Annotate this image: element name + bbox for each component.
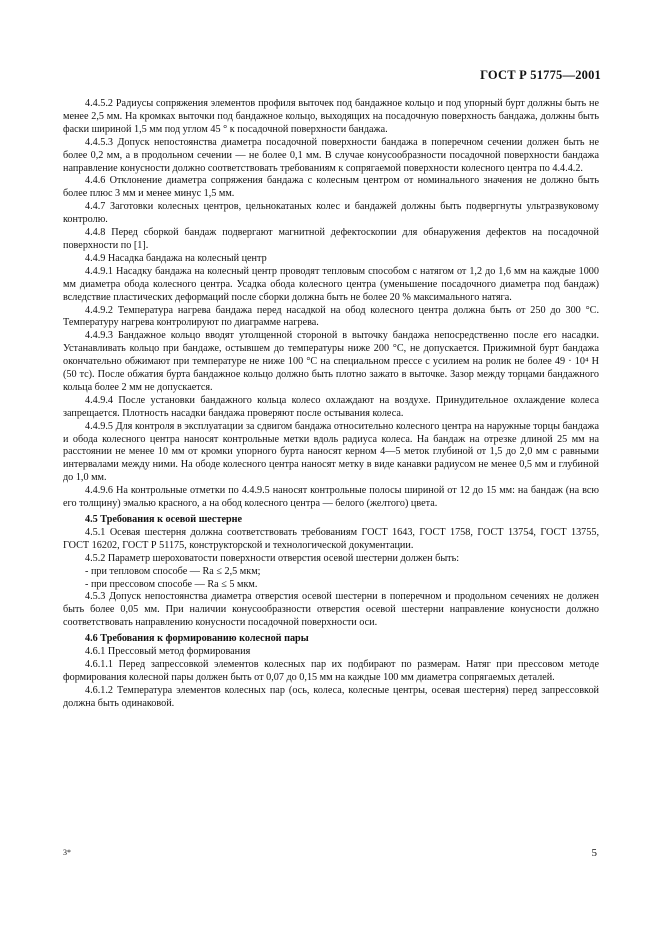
paragraph: 4.4.7 Заготовки колесных центров, цельнокатаных колес и бандажей должны быть подвергнуты ультразвуковому контролю. — [63, 201, 599, 226]
document-body — [63, 98, 599, 711]
paragraph: 4.4.5.2 Радиусы сопряжения элементов профиля выточек под бандажное кольцо и под упорный бурт должны быть не менее 2,5 мм. На кромках выточки под бандажное кольцо, выходящих на посадочную поверхность бандажа, должны быть фаски шириной 1,5 мм под углом 45 ° к посадочной поверхности бандажа. — [63, 98, 599, 135]
paragraph: 4.4.9.2 Температура нагрева бандажа перед насадкой на обод колесного центра должна быть от 250 до 300 °С. Температуру нагрева контролируют по диаграмме нагрева. — [63, 304, 599, 329]
paragraph: 4.6.1.2 Температура элементов колесных пар (ось, колеса, колесные центры, осевая шестерня) перед запрессовкой должна быть одинаковой. — [63, 684, 599, 709]
paragraph: 4.5.1 Осевая шестерня должна соответствовать требованиям ГОСТ 1643, ГОСТ 1758, ГОСТ 13754, ГОСТ 13755, ГОСТ 16202, ГОСТ Р 51175, конструкторской и технологической документации. — [63, 526, 599, 551]
paragraph: 4.4.6 Отклонение диаметра сопряжения бандажа с колесным центром от номинального значения не должно быть более плюс 3 мм и менее минус 1,5 мм. — [63, 175, 599, 200]
section-heading: 4.5 Требования к осевой шестерне — [85, 514, 243, 525]
paragraph: 4.4.9.6 На контрольные отметки по 4.4.9.5 наносят контрольные полосы шириной от 12 до 15 мм: на бандаж (на всю его толщину) эмалью красного, а на обод колесного центра — белого (желтого) цвета. — [63, 485, 599, 510]
page-number: 5 — [591, 847, 597, 859]
paragraph: 4.6.1.1 Перед запрессовкой элементов колесных пар их подбирают по размерам. Натяг при прессовом методе формирования колесной пары должен быть от 0,07 до 0,15 мм на каждые 100 мм диаметра сопрягаемых деталей. — [63, 658, 599, 683]
paragraph: 4.4.9 Насадка бандажа на колесный центр — [85, 252, 267, 264]
paragraph: 4.4.9.1 Насадку бандажа на колесный центр проводят тепловым способом с натягом от 1,2 до 1,6 мм на каждые 1000 мм диаметра обода колесного центра. Усадка обода колесного центра (уменьшение посадочного диаметра под бандаж) вследствие пластических деформаций после сборки должна быть не более 20 % максимального натяга. — [63, 265, 599, 303]
paragraph: 4.6.1 Прессовый метод формирования — [85, 646, 251, 658]
paragraph: 4.4.5.3 Допуск непостоянства диаметра посадочной поверхности бандажа в поперечном сечении должен быть не более 0,2 мм, а в продольном сечении — не более 0,1 мм. В случае конусообразности посадочной поверхности бандажа направление конусности должно соответствовать требованиям к сопрягаемой поверхности колесного центра по 4.4.4.2. — [63, 136, 599, 174]
paragraph: 4.5.2 Параметр шероховатости поверхности отверстия осевой шестерни должен быть: — [85, 552, 460, 564]
section-heading: 4.6 Требования к формированию колесной пары — [85, 633, 309, 645]
paragraph: 4.5.3 Допуск непостоянства диаметра отверстия осевой шестерни в поперечном и продольном сечениях не должен быть более 0,05 мм. При наличии конусообразности отверстия осевой шестерни направление конусности должно соответствовать направлению конусности посадочной поверхности оси. — [63, 591, 599, 629]
document-code-header: ГОСТ Р 51775—2001 — [480, 68, 601, 82]
paragraph: 4.4.9.5 Для контроля в эксплуатации за сдвигом бандажа относительно колесного центра на наружные торцы бандажа и обода колесного центра наносят контрольные метки вдоль радиуса колеса. На бандаж на отрезке длиной 25 мм на расстоянии не менее 10 мм от кромки упорного бурта наносят керном 4—5 меток глубиной от 1,5 до 2,0 мм с равными интервалами между ними. На ободе колесного центра наносят метку в виде канавки радиусом не менее 0,5 мм и глубиной до 1,0 мм. — [63, 420, 599, 484]
paragraph: 4.4.9.3 Бандажное кольцо вводят утолщенной стороной в выточку бандажа непосредственно после его насадки. Устанавливать кольцо при бандаже, остывшем до температуры ниже 200 °С, не допускается. Прижимной бурт бандажа окончательно обжимают при температуре не ниже 100 °С на специальном прессе с усилием на ролик не более 49 · 10⁴ Н (50 тс). После обжатия бурта бандажное кольцо должно быть плотно зажато в выточке. Зазор между торцами бандажного кольца более 2 мм не допускается. — [63, 330, 599, 393]
paragraph: 4.4.9.4 После установки бандажного кольца колесо охлаждают на воздухе. Принудительное охлаждение колеса запрещается. Плотность насадки бандажа проверяют после остывания колеса. — [63, 394, 599, 419]
list-item: - при тепловом способе — Ra ≤ 2,5 мкм; — [85, 565, 261, 577]
list-item: - при прессовом способе — Ra ≤ 5 мкм. — [85, 578, 258, 590]
footer-signature-mark: 3* — [63, 848, 71, 857]
paragraph: 4.4.8 Перед сборкой бандаж подвергают магнитной дефектоскопии для обнаружения дефектов на посадочной поверхности по [1]. — [63, 227, 599, 251]
